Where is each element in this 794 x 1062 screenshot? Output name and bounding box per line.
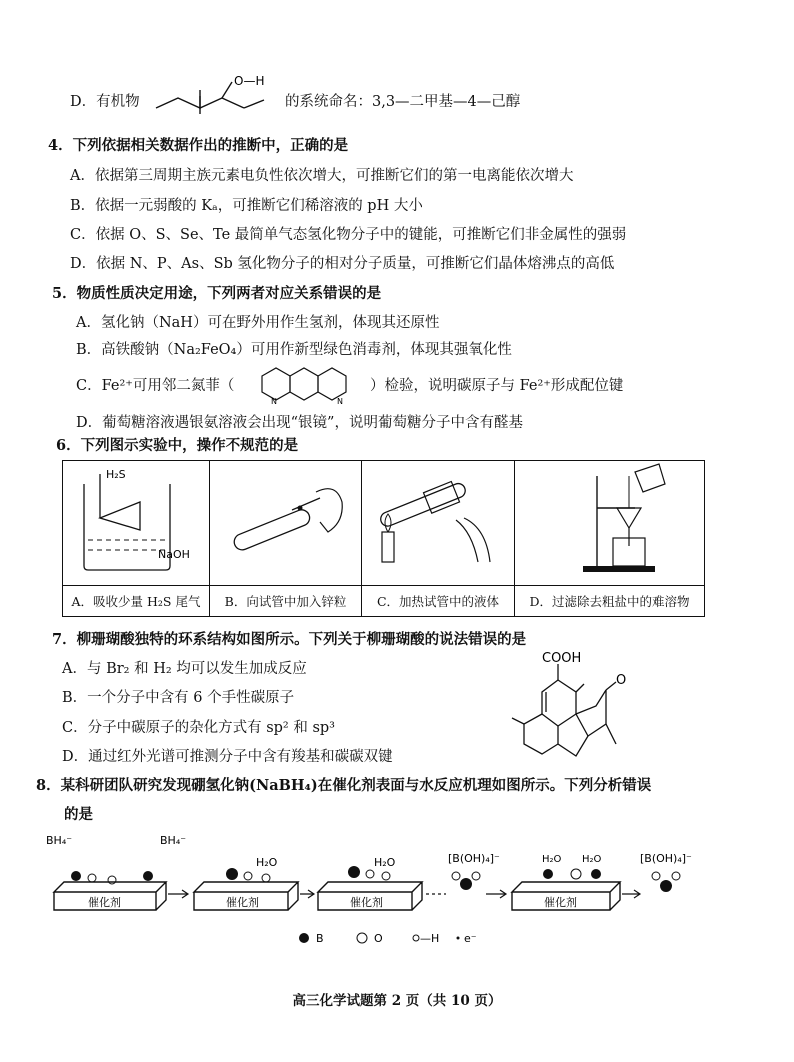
bh4-label-left: BH₄⁻ (46, 834, 73, 847)
fig-d-caption: D．过滤除去粗盐中的难溶物 (515, 586, 705, 617)
q6-stem: 6．下列图示实验中，操作不规范的是 (56, 437, 299, 454)
catalyst-label-2: 催化剂 (226, 896, 259, 909)
q5-option-a: A．氢化钠（NaH）可在野外用作生氢剂，体现其还原性 (76, 315, 440, 331)
fig-a-beaker-funnel (66, 462, 206, 580)
h2o-label-4: H₂O (582, 854, 602, 865)
fig-b-cell (210, 461, 362, 586)
q5-option-c-prefix: C．Fe²⁺可用邻二氮菲（ (76, 378, 235, 394)
legend (299, 932, 477, 945)
q7-option-d: D．通过红外光谱可推测分子中含有羧基和碳碳双键 (62, 749, 393, 765)
bh4-label-right: BH₄⁻ (160, 834, 187, 847)
q3-molecule-oh-label: O—H (234, 74, 265, 88)
legend-boron-label: B (316, 932, 324, 945)
q5-option-c-suffix: ）检验，说明碳原子与 Fe²⁺形成配位键 (370, 378, 624, 394)
q7-ketone-o-label: O (616, 673, 627, 688)
molecule-clusters (71, 866, 680, 892)
fig-b-caption: B．向试管中加入锌粒 (210, 586, 362, 617)
legend-hydrogen-label: —H (420, 932, 440, 945)
q7-structure (506, 648, 646, 764)
catalyst-label-1: 催化剂 (88, 896, 121, 909)
fig-a-h2s-label: H₂S (106, 468, 126, 481)
svg-text:N: N (337, 397, 343, 406)
q5-option-d: D．葡萄糖溶液遇银氨溶液会出现“银镜”，说明葡萄糖分子中含有醛基 (76, 415, 523, 431)
q4-option-a: A．依据第三周期主族元素电负性依次增大，可推断它们的第一电离能依次增大 (70, 168, 574, 184)
q7-option-a: A．与 Br₂ 和 H₂ 均可以发生加成反应 (62, 661, 307, 677)
legend-electron-label: e⁻ (464, 932, 477, 945)
fig-c-caption: C．加热试管中的液体 (362, 586, 515, 617)
q7-stem: 7．柳珊瑚酸独特的环系结构如图所示。下列关于柳珊瑚酸的说法错误的是 (52, 631, 527, 648)
svg-text:N: N (271, 397, 277, 406)
q4-stem: 4．下列依据相关数据作出的推断中，正确的是 (48, 137, 349, 154)
fig-c-heating-tube (368, 462, 508, 580)
h2o-label-1: H₂O (256, 856, 278, 869)
q8-stem-line1: 8．某科研团队研究发现硼氢化钠(NaBH₄)在催化剂表面与水反应机理如图所示。下列分析错误 (36, 777, 652, 794)
fig-c-cell (362, 461, 515, 586)
catalyst-slabs (54, 882, 620, 910)
h2o-label-2: H₂O (374, 856, 396, 869)
catalyst-label-3: 催化剂 (350, 896, 383, 909)
q4-option-c: C．依据 O、S、Se、Te 最简单气态氢化物分子中的键能，可推断它们非金属性的强弱 (70, 227, 627, 243)
q4-option-d: D．依据 N、P、As、Sb 氢化物分子的相对分子质量，可推断它们晶体熔沸点的高低 (70, 256, 615, 272)
q8-mechanism-diagram (36, 830, 736, 950)
fig-d-filtration (525, 462, 695, 580)
q7-cooh-label: COOH (542, 651, 582, 666)
q4-option-b: B．依据一元弱酸的 Kₐ，可推断它们稀溶液的 pH 大小 (70, 198, 423, 214)
legend-oxygen-label: O (374, 932, 383, 945)
fig-a-caption: A．吸收少量 H₂S 尾气 (63, 586, 210, 617)
q3-molecule-structure (152, 70, 292, 118)
legend-boron-marker (299, 933, 309, 943)
fig-b-test-tube-tweezers (216, 462, 356, 580)
q3-option-d-prefix: D．有机物 (70, 94, 140, 110)
q6-experiment-table (62, 460, 705, 617)
h2o-label-3: H₂O (542, 854, 562, 865)
boh4-label-2: [B(OH)₄]⁻ (640, 852, 692, 865)
boh4-label-1: [B(OH)₄]⁻ (448, 852, 500, 865)
q5-option-b: B．高铁酸钠（Na₂FeO₄）可用作新型绿色消毒剂，体现其强氧化性 (76, 342, 512, 358)
fig-d-cell (515, 461, 705, 586)
legend-electron-marker (457, 937, 460, 940)
legend-hydrogen-marker (413, 935, 419, 941)
q7-option-c: C．分子中碳原子的杂化方式有 sp² 和 sp³ (62, 720, 335, 736)
q3-option-d (70, 90, 140, 111)
fig-a-cell (63, 461, 210, 586)
page-footer: 高三化学试题第 2 页（共 10 页） (292, 993, 502, 1009)
q8-stem-line2: 的是 (64, 806, 93, 823)
phenanthroline-structure (254, 362, 364, 406)
legend-oxygen-marker (357, 933, 367, 943)
q5-stem: 5．物质性质决定用途，下列两者对应关系错误的是 (52, 285, 382, 302)
fig-a-naoh-label: NaOH (158, 548, 190, 561)
q3-option-d-suffix: 的系统命名：3,3—二甲基—4—己醇 (285, 94, 521, 110)
catalyst-label-4: 催化剂 (544, 896, 577, 909)
q7-option-b: B．一个分子中含有 6 个手性碳原子 (62, 690, 295, 706)
